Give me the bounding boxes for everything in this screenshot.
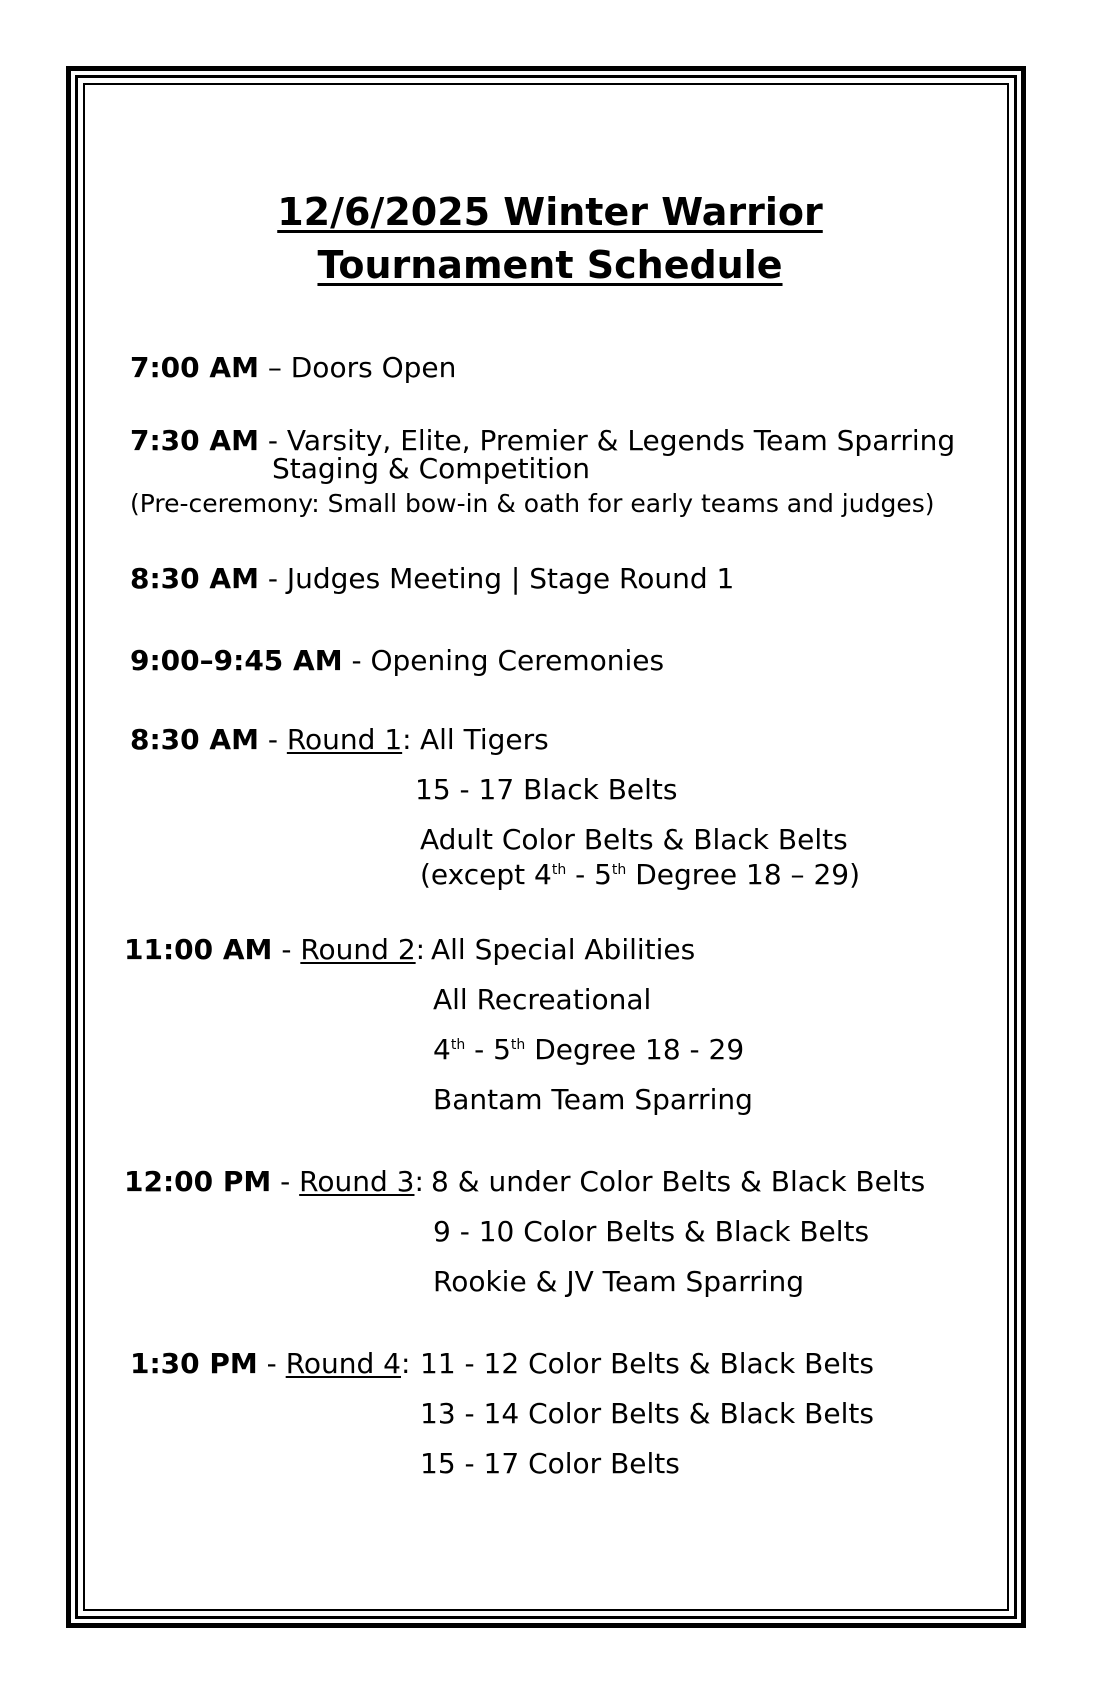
schedule-item-doors	[130, 351, 456, 385]
event-note: (Pre-ceremony: Small bow-in & oath for early teams and judges)	[130, 489, 935, 518]
schedule-item-round-4	[130, 1347, 410, 1381]
round-2-item: Bantam Team Sparring	[433, 1083, 753, 1116]
round-4-item: 13 - 14 Color Belts & Black Belts	[420, 1397, 874, 1430]
event-text: Doors Open	[290, 351, 457, 384]
time-label: 8:30 AM	[130, 723, 259, 756]
separator: -	[258, 424, 287, 457]
time-label: 7:00 AM	[130, 351, 259, 384]
time-label: 1:30 PM	[130, 1347, 258, 1380]
separator: -	[342, 644, 371, 677]
round-1-item: 15 - 17 Black Belts	[415, 773, 678, 806]
schedule-item-opening-ceremonies	[130, 644, 664, 678]
round-4-item: 15 - 17 Color Belts	[420, 1447, 680, 1480]
event-text: Judges Meeting | Stage Round 1	[286, 562, 735, 595]
time-label: 7:30 AM	[130, 424, 259, 457]
schedule-item-judges-meeting	[130, 562, 734, 596]
time-label: 8:30 AM	[130, 562, 259, 595]
round-label: Round 2	[300, 933, 416, 966]
separator: -	[272, 933, 301, 966]
round-2-item: All Special Abilities	[431, 933, 696, 966]
round-1-item: All Tigers	[420, 723, 549, 756]
round-3-item: 9 - 10 Color Belts & Black Belts	[433, 1215, 870, 1248]
event-text: Opening Ceremonies	[370, 644, 665, 677]
colon: :	[401, 1347, 411, 1380]
colon: :	[415, 933, 426, 966]
schedule-item-round-2	[124, 933, 425, 967]
time-label: 12:00 PM	[124, 1165, 272, 1198]
round-label: Round 1	[286, 723, 403, 756]
separator: –	[258, 351, 291, 384]
separator: -	[258, 562, 287, 595]
time-label: 11:00 AM	[124, 933, 273, 966]
event-text: Varsity, Elite, Premier & Legends Team Sparring	[286, 424, 956, 457]
round-2-item: All Recreational	[433, 983, 652, 1016]
round-2-item-degree: 4th - 5th Degree 18 - 29	[433, 1033, 745, 1066]
round-label: Round 4	[285, 1347, 401, 1380]
round-1-item: Adult Color Belts & Black Belts	[420, 823, 848, 856]
round-4-item: 11 - 12 Color Belts & Black Belts	[420, 1347, 874, 1380]
page-title-line-2: Tournament Schedule	[317, 243, 783, 287]
separator: -	[258, 723, 287, 756]
colon: :	[402, 723, 412, 756]
colon: :	[414, 1165, 424, 1198]
separator: -	[271, 1165, 300, 1198]
event-text-continuation: Staging & Competition	[272, 452, 590, 485]
round-3-item: Rookie & JV Team Sparring	[433, 1265, 805, 1298]
page-title-line-1: 12/6/2025 Winter Warrior	[277, 190, 823, 234]
round-3-item: 8 & under Color Belts & Black Belts	[431, 1165, 926, 1198]
round-1-exception: (except 4th - 5th Degree 18 – 29)	[420, 858, 860, 891]
time-label: 9:00–9:45 AM	[130, 644, 343, 677]
round-label: Round 3	[299, 1165, 415, 1198]
separator: -	[257, 1347, 286, 1380]
schedule-item-round-3	[124, 1165, 424, 1199]
schedule-item-round-1	[130, 723, 412, 757]
